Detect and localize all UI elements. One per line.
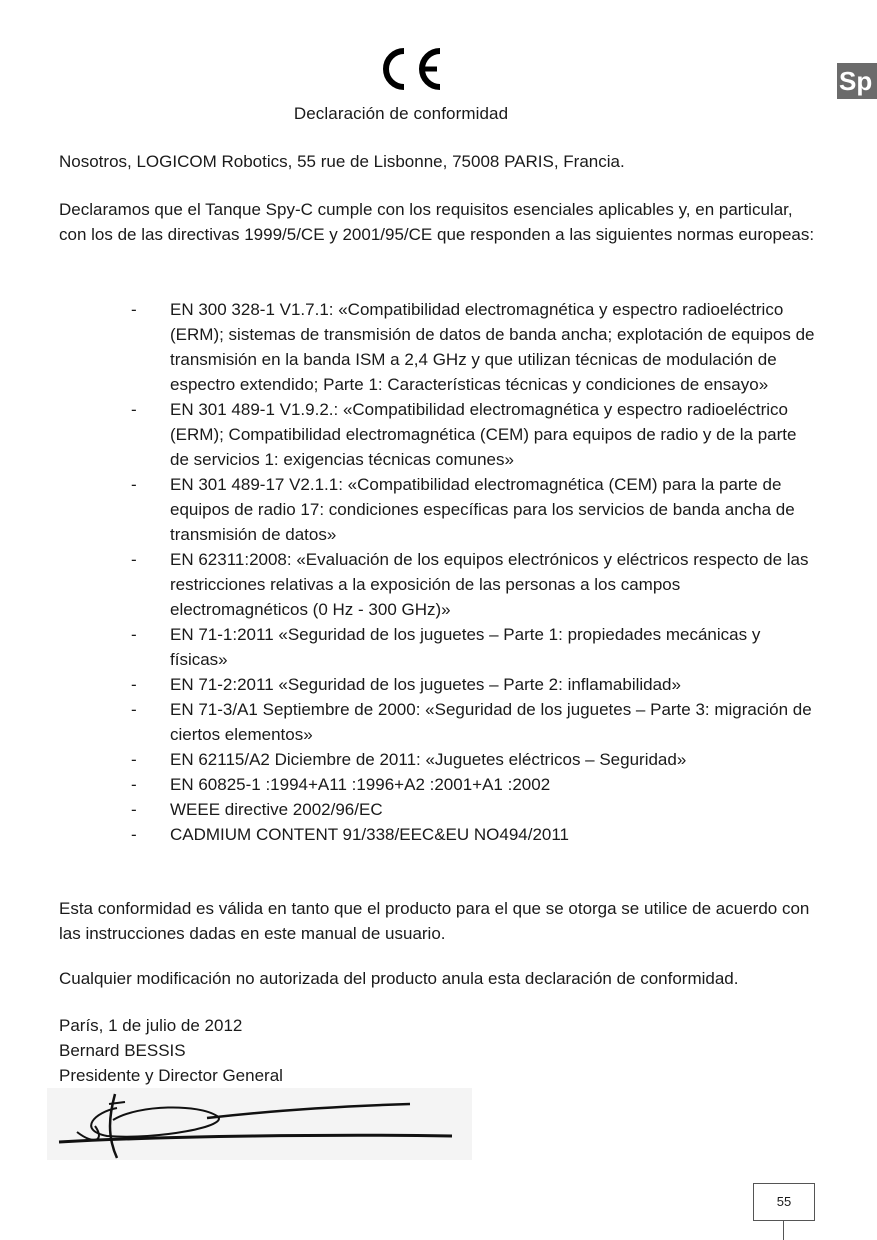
list-dash: - (131, 825, 137, 844)
modification-statement: Cualquier modificación no autorizada del producto anula esta declaración de conformidad. (59, 969, 739, 988)
list-dash: - (131, 750, 137, 769)
list-item (0, 472, 877, 547)
standard-text: EN 71-1:2011 «Seguridad de los juguetes – Parte 1: propiedades mecánicas y físicas» (170, 625, 761, 669)
list-item (0, 672, 877, 697)
ce-mark-icon (377, 46, 447, 92)
page-title: Declaración de conformidad (293, 104, 509, 123)
list-item (0, 397, 877, 472)
page-number: 55 (753, 1183, 815, 1221)
page-number-tick (783, 1221, 784, 1240)
standard-text: EN 60825-1 :1994+A11 :1996+A2 :2001+A1 :2002 (170, 775, 551, 794)
list-dash: - (131, 400, 137, 419)
list-item (0, 622, 877, 672)
standard-text: EN 300 328-1 V1.7.1: «Compatibilidad electromagnética y espectro radioeléctrico (ERM); sistemas de transmisión de datos de banda ancha; explotación de equipos de transmisión en la banda ISM a 2,4 GHz y que utilizan técnicas de modulación de espectro extendido; Parte 1: Características técnicas y condiciones de ensayo» (170, 300, 815, 394)
list-item (0, 547, 877, 622)
manufacturer-statement: Nosotros, LOGICOM Robotics, 55 rue de Lisbonne, 75008 PARIS, Francia. (59, 152, 625, 171)
standard-text: EN 301 489-17 V2.1.1: «Compatibilidad electromagnética (CEM) para la parte de equipos de radio 17: condiciones específicas para los servicios de banda ancha de transmisión de datos» (170, 475, 795, 544)
list-dash: - (131, 625, 137, 644)
list-dash: - (131, 300, 137, 319)
standard-text: EN 71-2:2011 «Seguridad de los juguetes – Parte 2: inflamabilidad» (170, 675, 681, 694)
list-item (0, 747, 877, 772)
standard-text: EN 301 489-1 V1.9.2.: «Compatibilidad electromagnética y espectro radioeléctrico (ERM); Compatibilidad electromagnética (CEM) para equipos de radio y de la parte de servicios 1: exigencias técnicas comunes» (170, 400, 797, 469)
signatory-name: Bernard BESSIS (59, 1041, 186, 1060)
list-dash: - (131, 550, 137, 569)
list-dash: - (131, 775, 137, 794)
standard-text: EN 62311:2008: «Evaluación de los equipos electrónicos y eléctricos respecto de las restricciones relativas a la exposición de las personas a los campos electromagnéticos (0 Hz - 300 GHz)» (170, 550, 809, 619)
standard-text: CADMIUM CONTENT 91/338/EEC&EU NO494/2011 (170, 825, 570, 844)
language-tab: Sp (837, 63, 877, 99)
signatory-position: Presidente y Director General (59, 1066, 283, 1085)
list-dash: - (131, 800, 137, 819)
validity-statement: Esta conformidad es válida en tanto que el producto para el que se otorga se utilice de acuerdo con las instrucciones dadas en este manual de usuario. (59, 899, 810, 943)
list-dash: - (131, 475, 137, 494)
declaration-statement: Declaramos que el Tanque Spy-C cumple con los requisitos esenciales aplicables y, en particular, con los de las directivas 1999/5/CE y 2001/95/CE que responden a las siguientes normas europeas: (59, 200, 815, 244)
signature-icon (47, 1088, 472, 1160)
place-date: París, 1 de julio de 2012 (59, 1016, 243, 1035)
list-dash: - (131, 675, 137, 694)
list-item (0, 697, 877, 747)
standard-text: WEEE directive 2002/96/EC (170, 800, 383, 819)
list-item (0, 297, 877, 397)
standard-text: EN 62115/A2 Diciembre de 2011: «Juguetes eléctricos – Seguridad» (170, 750, 687, 769)
list-dash: - (131, 700, 137, 719)
standards-list (0, 297, 877, 847)
list-item (0, 772, 877, 797)
standard-text: EN 71-3/A1 Septiembre de 2000: «Seguridad de los juguetes – Parte 3: migración de ciertos elementos» (170, 700, 812, 744)
list-item (0, 822, 877, 847)
list-item (0, 797, 877, 822)
